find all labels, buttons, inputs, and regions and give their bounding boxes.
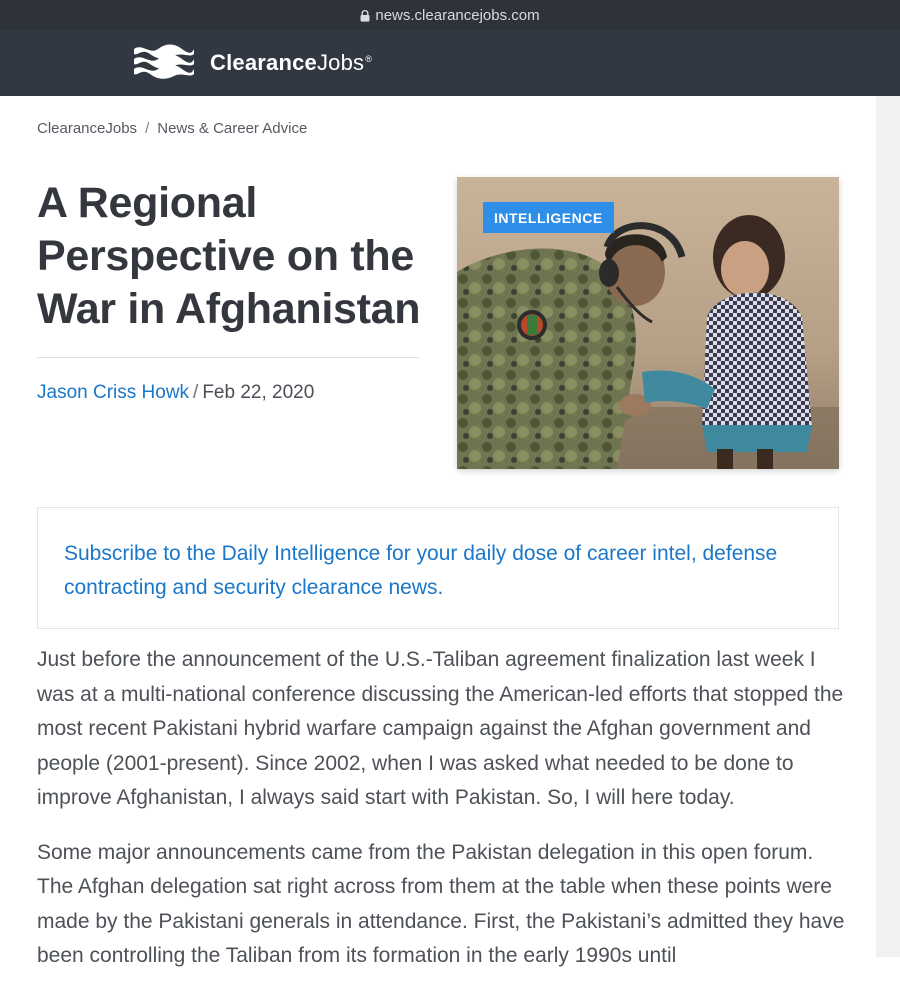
logo-wordmark (210, 50, 372, 76)
article-title: A Regional Perspective on the War in Afghanistan (37, 179, 421, 333)
breadcrumb-section-link[interactable]: News & Career Advice (157, 120, 308, 137)
logo-registered-mark: ® (365, 53, 373, 64)
breadcrumb (37, 120, 307, 137)
publish-date: Feb 22, 2020 (202, 382, 315, 403)
lock-icon (360, 10, 370, 22)
article-body (37, 643, 847, 994)
page-scrollbar-track[interactable] (876, 96, 900, 957)
logo-wordmark-bold: Clearance (210, 50, 317, 75)
logo-wordmark-light: Jobs (316, 50, 365, 75)
category-tag[interactable]: INTELLIGENCE (483, 202, 614, 233)
article-paragraph: Some major announcements came from the Pakistan delegation in this open forum. The Afghan delegation sat right across from them at the table when these points were made by the Pakistani generals in attendance. First, the Pakistani’s admitted they have been controlling the Taliban from its formation in the early 1990s until (37, 840, 845, 967)
breadcrumb-separator: / (145, 120, 150, 137)
article-paragraph: Just before the announcement of the U.S.-Taliban agreement finalization last week I was at a multi-national conference discussing the American-led efforts that stopped the most recent Pakistani hybrid warfare campaign against the Afghan government and people (2001-present). Since 2002, when I was asked what needed to be done to improve Afghanistan, I always said start with Pakistan. So, I will here today. (37, 648, 844, 809)
subscribe-link[interactable]: Subscribe to the Daily Intelligence for your daily dose of career intel, defense contracting and security clearance news. (64, 542, 778, 599)
title-divider (37, 357, 419, 358)
clearancejobs-wave-logo-icon (132, 43, 196, 83)
site-header (0, 30, 900, 96)
subscribe-callout (37, 507, 839, 629)
author-link[interactable]: Jason Criss Howk (37, 382, 190, 403)
article-byline (37, 382, 314, 404)
breadcrumb-home-link[interactable]: ClearanceJobs (37, 120, 138, 137)
url-text: news.clearancejobs.com (375, 6, 540, 24)
site-logo[interactable] (132, 40, 372, 86)
byline-separator: / (193, 382, 199, 403)
article-hero-image[interactable] (457, 177, 839, 469)
browser-url-bar[interactable] (0, 0, 900, 30)
